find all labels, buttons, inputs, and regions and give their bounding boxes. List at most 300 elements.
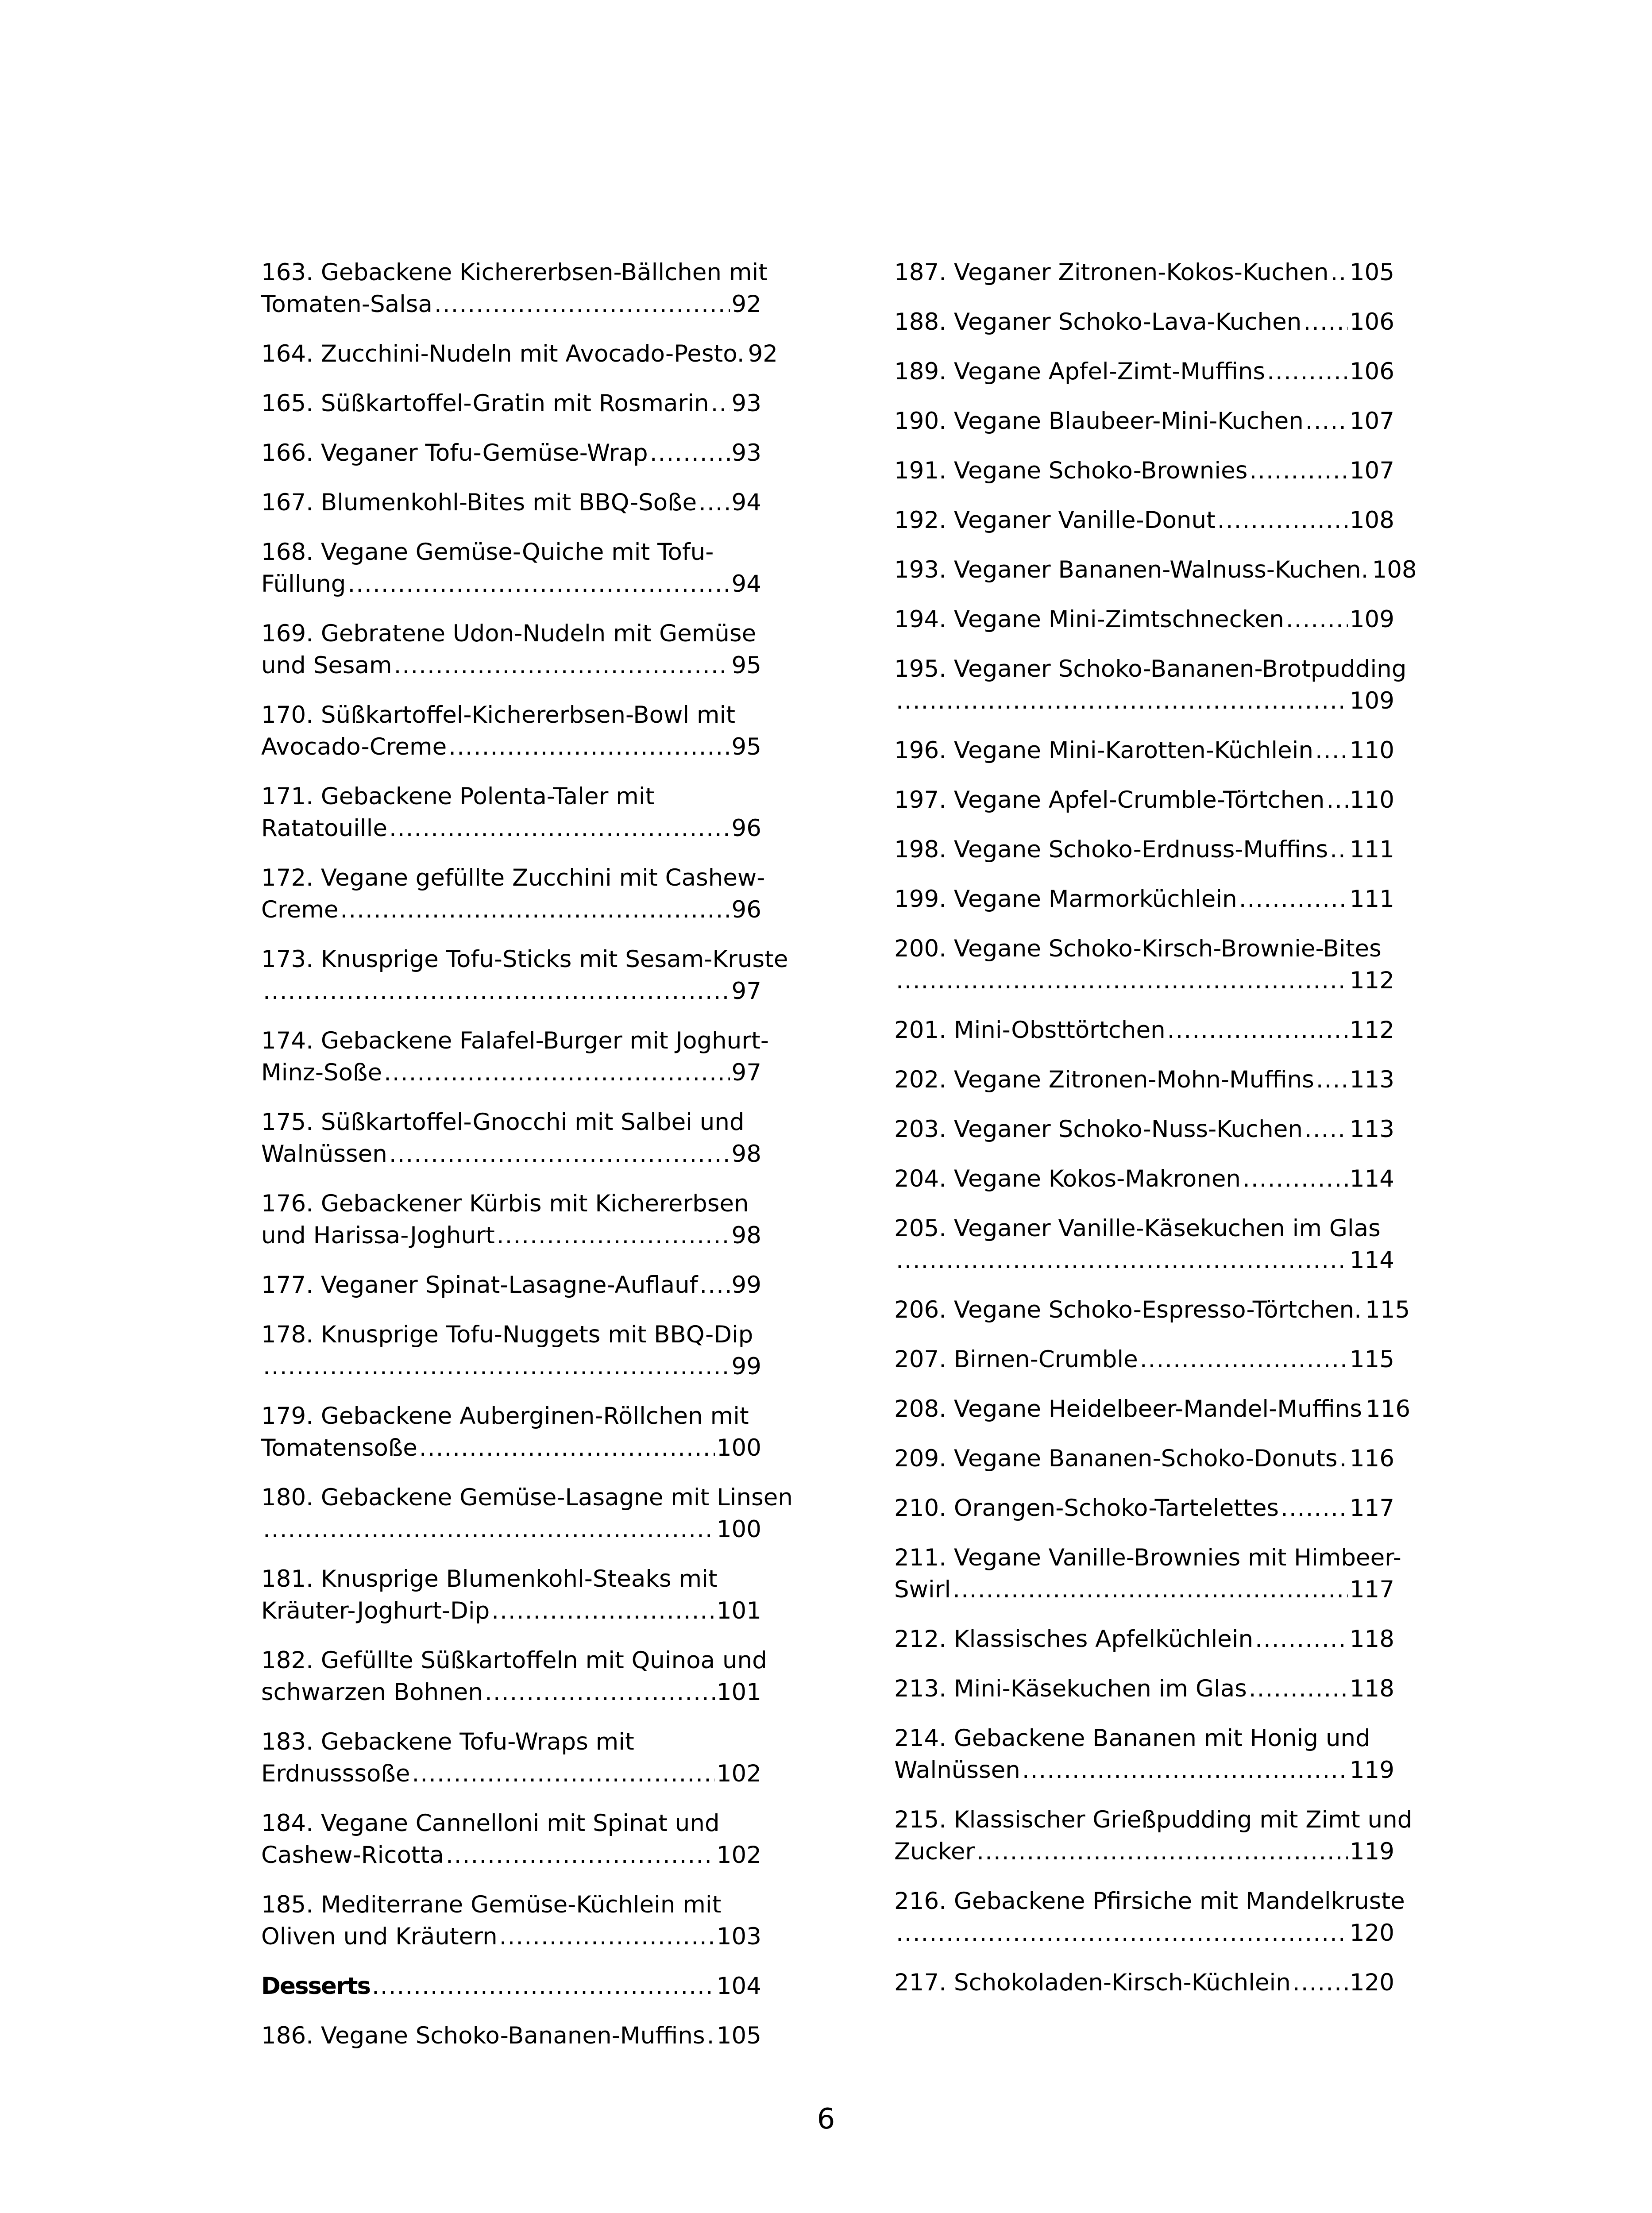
toc-entry xyxy=(261,257,768,320)
dot-leader xyxy=(699,1269,730,1301)
toc-entry-title: Ratatouille xyxy=(261,815,387,842)
toc-entry-title: 170. Süßkartoffel-Kichererbsen-Bowl mit xyxy=(261,702,736,729)
toc-entry xyxy=(261,1025,769,1089)
toc-page-number: 114 xyxy=(1349,1247,1394,1274)
dot-leader xyxy=(1281,1492,1348,1524)
dot-leader xyxy=(497,1220,730,1252)
toc-entry-last-line xyxy=(894,1294,1410,1326)
toc-entry xyxy=(261,862,765,926)
toc-entry-last-line xyxy=(261,1921,761,1953)
toc-entry xyxy=(894,604,1394,636)
toc-entry xyxy=(261,1400,761,1464)
toc-entry-last-line xyxy=(894,1114,1394,1145)
toc-entry xyxy=(261,487,761,519)
toc-entry-last-line xyxy=(261,1351,761,1383)
toc-page-number: 116 xyxy=(1349,1445,1394,1472)
toc-entry-last-line xyxy=(894,306,1394,338)
dot-leader xyxy=(340,894,730,926)
toc-entry-last-line xyxy=(894,257,1394,289)
toc-page-number: 119 xyxy=(1349,1757,1394,1784)
toc-entry-title-line xyxy=(261,1645,767,1677)
toc-page-number: 117 xyxy=(1349,1576,1394,1603)
toc-entry-last-line xyxy=(894,685,1394,717)
dot-leader xyxy=(263,1351,730,1383)
dot-leader xyxy=(485,1677,715,1708)
toc-entry-title: 165. Süßkartoffel-Gratin mit Rosmarin xyxy=(261,390,709,417)
toc-entry xyxy=(894,1492,1394,1524)
dot-leader xyxy=(1243,1163,1348,1195)
dot-leader xyxy=(896,685,1348,717)
toc-entry-title: Creme xyxy=(261,896,339,923)
toc-entry-last-line xyxy=(261,487,761,519)
toc-page-number: 120 xyxy=(1349,1920,1394,1947)
toc-entry-title: 181. Knusprige Blumenkohl-Steaks mit xyxy=(261,1565,718,1592)
page-number: 6 xyxy=(817,2103,835,2136)
toc-entry-title: 206. Vegane Schoko-Espresso-Törtchen. xyxy=(894,1296,1362,1323)
toc-entry-title: 188. Veganer Schoko-Lava-Kuchen xyxy=(894,308,1302,335)
dot-leader xyxy=(1326,784,1347,816)
toc-page-number: 95 xyxy=(731,652,761,679)
toc-entry-last-line xyxy=(261,1514,761,1546)
toc-page-number: 94 xyxy=(731,571,761,598)
toc-entry-title-line xyxy=(261,944,788,975)
toc-entry xyxy=(894,1443,1394,1475)
toc-page-number: 118 xyxy=(1349,1675,1394,1702)
toc-page-number: 100 xyxy=(716,1516,761,1543)
toc-entry xyxy=(894,1542,1401,1606)
toc-entry-last-line xyxy=(894,1754,1394,1786)
toc-entry xyxy=(894,883,1394,915)
toc-entry-title: 163. Gebackene Kichererbsen-Bällchen mit xyxy=(261,259,768,286)
toc-entry-title: 182. Gefüllte Süßkartoffeln mit Quinoa und xyxy=(261,1647,767,1674)
toc-page-number: 99 xyxy=(731,1353,761,1380)
toc-entry-last-line xyxy=(894,505,1394,536)
toc-page-number: 92 xyxy=(731,291,761,318)
toc-entry-title-line xyxy=(261,1188,761,1220)
toc-entry-title: 210. Orangen-Schoko-Tartelettes xyxy=(894,1495,1279,1522)
toc-page-number: 118 xyxy=(1349,1626,1394,1653)
toc-page-number: 97 xyxy=(731,1059,761,1086)
toc-entry xyxy=(894,257,1394,289)
toc-page-number: 107 xyxy=(1349,457,1394,484)
toc-entry-last-line xyxy=(261,975,761,1007)
toc-entry-last-line xyxy=(894,1574,1394,1606)
toc-entry-last-line xyxy=(894,1245,1394,1276)
toc-entry-last-line xyxy=(261,1758,761,1790)
toc-entry-title: 201. Mini-Obsttörtchen xyxy=(894,1017,1166,1044)
toc-page-number: 113 xyxy=(1349,1066,1394,1093)
toc-entry-title: 208. Vegane Heidelbeer-Mandel-Muffins xyxy=(894,1396,1362,1423)
toc-entry-title: Cashew-Ricotta xyxy=(261,1842,444,1869)
toc-entry-title-line xyxy=(261,536,761,568)
toc-entry-last-line xyxy=(894,356,1394,388)
toc-entry-title-line xyxy=(261,1563,761,1595)
toc-page-number: 112 xyxy=(1349,1017,1394,1044)
toc-page-number: 106 xyxy=(1349,358,1394,385)
toc-entry xyxy=(261,781,761,844)
toc-entry-title: 186. Vegane Schoko-Bananen-Muffins xyxy=(261,2022,705,2049)
toc-page-number: 108 xyxy=(1349,507,1394,534)
toc-entry-title: 189. Vegane Apfel-Zimt-Muffins xyxy=(894,358,1266,385)
toc-entry-title: Avocado-Creme xyxy=(261,733,447,760)
dot-leader xyxy=(896,965,1348,997)
toc-entry-title-line xyxy=(261,1482,793,1514)
toc-page-number: 104 xyxy=(716,1973,761,2000)
dot-leader xyxy=(1305,405,1348,437)
toc-entry-title: Minz-Soße xyxy=(261,1059,382,1086)
toc-entry-title-line xyxy=(261,781,761,813)
toc-entry xyxy=(894,1804,1413,1868)
toc-entry-last-line xyxy=(261,1595,761,1627)
toc-entry-title: 177. Veganer Spinat-Lasagne-Auflauf xyxy=(261,1272,698,1299)
toc-entry-last-line xyxy=(261,2020,761,2052)
toc-entry xyxy=(261,2020,761,2052)
toc-entry-title: 195. Veganer Schoko-Bananen-Brotpudding xyxy=(894,655,1407,682)
toc-entry xyxy=(261,618,761,682)
toc-entry-title: 198. Vegane Schoko-Erdnuss-Muffins xyxy=(894,836,1328,863)
toc-entry-last-line xyxy=(894,834,1394,866)
toc-entry-title: 192. Veganer Vanille-Donut xyxy=(894,507,1216,534)
toc-entry-last-line xyxy=(261,813,761,844)
toc-entry xyxy=(894,1294,1410,1326)
toc-page-number: 105 xyxy=(716,2022,761,2049)
toc-entry-last-line xyxy=(894,784,1394,816)
toc-page-number: 99 xyxy=(731,1272,761,1299)
toc-entry-last-line xyxy=(261,289,761,320)
toc-entry-title: Walnüssen xyxy=(261,1141,387,1168)
toc-entry-title: 174. Gebackene Falafel-Burger mit Joghurt- xyxy=(261,1027,769,1054)
toc-entry xyxy=(894,1064,1394,1096)
dot-leader xyxy=(1239,883,1348,915)
toc-page-number: 113 xyxy=(1349,1116,1394,1143)
dot-leader xyxy=(412,1758,714,1790)
toc-page-number: 97 xyxy=(731,978,761,1005)
toc-left-column xyxy=(261,257,793,2070)
toc-entry-title: 176. Gebackener Kürbis mit Kichererbsen xyxy=(261,1190,749,1217)
toc-entry-last-line xyxy=(261,1970,761,2002)
toc-page-number: 94 xyxy=(731,489,761,516)
toc-entry xyxy=(894,735,1394,767)
toc-entry-title-line xyxy=(261,1106,761,1138)
toc-entry-title: und Harissa-Joghurt xyxy=(261,1222,495,1249)
toc-page-number: 102 xyxy=(716,1760,761,1787)
toc-entry-title-line xyxy=(894,1213,1394,1245)
dot-leader xyxy=(1022,1754,1348,1786)
toc-entry xyxy=(261,1482,793,1546)
dot-leader xyxy=(499,1921,715,1953)
toc-page-number: 119 xyxy=(1349,1838,1394,1865)
dot-leader xyxy=(1339,1443,1348,1475)
toc-page-number: 95 xyxy=(731,733,761,760)
dot-leader xyxy=(491,1595,715,1627)
toc-page-number: 116 xyxy=(1365,1396,1411,1423)
toc-entry-title: 171. Gebackene Polenta-Taler mit xyxy=(261,783,655,810)
dot-leader xyxy=(448,731,730,763)
toc-entry-title: 178. Knusprige Tofu-Nuggets mit BBQ-Dip xyxy=(261,1321,753,1348)
toc-entry-title-line xyxy=(894,933,1394,965)
toc-entry xyxy=(894,405,1394,437)
toc-entry-title: 216. Gebackene Pfirsiche mit Mandelkruste xyxy=(894,1888,1405,1915)
toc-entry xyxy=(261,1970,761,2002)
toc-entry-title: Walnüssen xyxy=(894,1757,1020,1784)
toc-entry-title: 202. Vegane Zitronen-Mohn-Muffins xyxy=(894,1066,1314,1093)
toc-entry-title: 203. Veganer Schoko-Nuss-Kuchen xyxy=(894,1116,1303,1143)
toc-entry xyxy=(894,306,1394,338)
toc-entry-last-line xyxy=(894,735,1394,767)
dot-leader xyxy=(372,1970,715,2002)
toc-entry-title: 184. Vegane Cannelloni mit Spinat und xyxy=(261,1810,720,1837)
dot-leader xyxy=(1167,1014,1348,1046)
toc-entry xyxy=(894,1967,1394,1999)
dot-leader xyxy=(650,437,730,469)
toc-entry-last-line xyxy=(261,1138,761,1170)
toc-entry-title: 180. Gebackene Gemüse-Lasagne mit Linsen xyxy=(261,1484,793,1511)
toc-entry xyxy=(261,536,761,600)
toc-entry-last-line xyxy=(894,1443,1394,1475)
toc-page-number: 98 xyxy=(731,1222,761,1249)
toc-entry xyxy=(261,1563,761,1627)
toc-entry-last-line xyxy=(894,1492,1394,1524)
toc-entry-last-line xyxy=(894,1673,1394,1705)
toc-page-number: 102 xyxy=(716,1842,761,1869)
toc-page-number: 110 xyxy=(1349,787,1394,813)
dot-leader xyxy=(1267,356,1348,388)
toc-entry-title: Tomaten-Salsa xyxy=(261,291,432,318)
toc-entry xyxy=(894,834,1394,866)
dot-leader xyxy=(384,1057,730,1089)
toc-entry-title: 217. Schokoladen-Kirsch-Küchlein xyxy=(894,1969,1291,1996)
dot-leader xyxy=(389,1138,730,1170)
toc-entry-title: 164. Zucchini-Nudeln mit Avocado-Pesto. xyxy=(261,340,745,367)
toc-entry-title: Tomatensoße xyxy=(261,1434,417,1461)
toc-entry-title-line xyxy=(261,1808,761,1839)
toc-page-number: 106 xyxy=(1349,308,1394,335)
dot-leader xyxy=(1293,1967,1348,1999)
toc-page-number: 101 xyxy=(716,1679,761,1706)
toc-page-number: 109 xyxy=(1349,606,1394,633)
dot-leader xyxy=(1249,455,1348,487)
dot-leader xyxy=(699,487,730,519)
toc-entry xyxy=(261,1645,767,1708)
toc-entry-title-line xyxy=(261,618,761,650)
toc-page-number: 100 xyxy=(716,1434,761,1461)
toc-entry-last-line xyxy=(894,1064,1394,1096)
toc-entry-title: 173. Knusprige Tofu-Sticks mit Sesam-Kruste xyxy=(261,946,788,973)
toc-entry-title: 179. Gebackene Auberginen-Röllchen mit xyxy=(261,1403,749,1430)
toc-page-number: 96 xyxy=(731,815,761,842)
toc-entry-title: 166. Veganer Tofu-Gemüse-Wrap xyxy=(261,440,648,467)
dot-leader xyxy=(1249,1673,1348,1705)
toc-page-number: 101 xyxy=(716,1597,761,1624)
toc-entry-title-line xyxy=(261,862,765,894)
toc-entry-title: 194. Vegane Mini-Zimtschnecken xyxy=(894,606,1284,633)
toc-entry-title: 211. Vegane Vanille-Brownies mit Himbeer- xyxy=(894,1544,1401,1571)
toc-entry xyxy=(261,1106,761,1170)
toc-entry-title: und Sesam xyxy=(261,652,392,679)
toc-entry-last-line xyxy=(261,1432,761,1464)
dot-leader xyxy=(1330,834,1348,866)
toc-entry-last-line xyxy=(261,1269,761,1301)
toc-entry xyxy=(261,437,761,469)
toc-entry-title: schwarzen Bohnen xyxy=(261,1679,483,1706)
toc-entry xyxy=(894,1393,1411,1425)
toc-entry-title-line xyxy=(894,1542,1401,1574)
toc-page-number: 115 xyxy=(1365,1296,1410,1323)
toc-entry-title: Kräuter-Joghurt-Dip xyxy=(261,1597,490,1624)
toc-entry xyxy=(261,388,761,420)
toc-entry xyxy=(261,1808,761,1871)
toc-entry-last-line xyxy=(261,650,761,682)
dot-leader xyxy=(711,388,730,420)
toc-entry-title: Erdnusssoße xyxy=(261,1760,410,1787)
toc-entry xyxy=(894,1163,1394,1195)
toc-entry-title: 209. Vegane Bananen-Schoko-Donuts xyxy=(894,1445,1338,1472)
dot-leader xyxy=(1140,1344,1348,1376)
toc-entry xyxy=(894,1014,1394,1046)
toc-entry xyxy=(894,653,1407,717)
toc-entry-last-line xyxy=(894,1836,1394,1868)
dot-leader xyxy=(446,1839,715,1871)
toc-entry xyxy=(261,1269,761,1301)
dot-leader xyxy=(1303,306,1348,338)
toc-entry-title-line xyxy=(894,653,1407,685)
dot-leader xyxy=(1217,505,1348,536)
dot-leader xyxy=(263,975,730,1007)
toc-entry xyxy=(894,554,1417,586)
dot-leader xyxy=(953,1574,1348,1606)
toc-entry-title-line xyxy=(894,1723,1394,1754)
toc-entry-last-line xyxy=(261,731,761,763)
toc-entry-title: 215. Klassischer Grießpudding mit Zimt und xyxy=(894,1806,1413,1833)
toc-entry-last-line xyxy=(261,1839,761,1871)
toc-entry-last-line xyxy=(894,965,1394,997)
toc-entry-title: 214. Gebackene Bananen mit Honig und xyxy=(894,1725,1370,1752)
toc-entry-last-line xyxy=(261,894,761,926)
toc-entry-title: 204. Vegane Kokos-Makronen xyxy=(894,1165,1241,1192)
toc-entry-title-line xyxy=(894,1885,1405,1917)
toc-entry xyxy=(894,356,1394,388)
toc-entry xyxy=(261,699,761,763)
toc-entry-last-line xyxy=(261,1677,761,1708)
toc-entry-title: Oliven und Kräutern xyxy=(261,1923,498,1950)
dot-leader xyxy=(1286,604,1348,636)
toc-page-number: 109 xyxy=(1349,687,1394,714)
toc-entry-title: 190. Vegane Blaubeer-Mini-Kuchen xyxy=(894,408,1304,435)
toc-entry-title: 172. Vegane gefüllte Zucchini mit Cashew- xyxy=(261,864,765,891)
dot-leader xyxy=(347,568,730,600)
dot-leader xyxy=(389,813,730,844)
toc-page-number: 96 xyxy=(731,896,761,923)
toc-entry-last-line xyxy=(894,604,1394,636)
toc-entry-title-line xyxy=(261,1319,761,1351)
toc-entry-title: 168. Vegane Gemüse-Quiche mit Tofu- xyxy=(261,539,714,566)
dot-leader xyxy=(263,1514,715,1546)
toc-entry-last-line xyxy=(261,437,761,469)
section-heading: Desserts xyxy=(261,1973,370,2000)
toc-entry xyxy=(261,338,778,370)
toc-entry xyxy=(261,1319,761,1383)
toc-page-number: 105 xyxy=(1349,259,1394,286)
toc-entry-title: 199. Vegane Marmorküchlein xyxy=(894,886,1237,913)
toc-entry-title: 175. Süßkartoffel-Gnocchi mit Salbei und xyxy=(261,1109,745,1136)
dot-leader xyxy=(1255,1623,1348,1655)
toc-entry xyxy=(894,1885,1405,1949)
toc-right-column xyxy=(894,257,1417,2016)
toc-entry-title: 193. Veganer Bananen-Walnuss-Kuchen. xyxy=(894,556,1369,583)
toc-entry xyxy=(894,1673,1394,1705)
toc-page-number: 117 xyxy=(1349,1495,1394,1522)
toc-entry-title: 200. Vegane Schoko-Kirsch-Brownie-Bites xyxy=(894,935,1382,962)
toc-entry xyxy=(894,933,1394,997)
toc-page-number: 92 xyxy=(748,340,778,367)
toc-entry-last-line xyxy=(894,405,1394,437)
toc-page-number: 112 xyxy=(1349,967,1394,994)
dot-leader xyxy=(434,289,730,320)
toc-entry xyxy=(894,1344,1394,1376)
toc-page-number: 107 xyxy=(1349,408,1394,435)
toc-entry xyxy=(261,1726,761,1790)
toc-entry-title-line xyxy=(894,1804,1413,1836)
toc-entry xyxy=(261,1889,761,1953)
toc-entry xyxy=(261,1188,761,1252)
toc-entry-title-line xyxy=(261,1400,761,1432)
toc-entry-last-line xyxy=(894,1344,1394,1376)
dot-leader xyxy=(896,1245,1348,1276)
toc-entry xyxy=(894,1623,1394,1655)
toc-entry-title-line xyxy=(261,699,761,731)
toc-entry xyxy=(894,1114,1394,1145)
dot-leader xyxy=(394,650,730,682)
toc-page-number: 93 xyxy=(731,390,761,417)
toc-entry xyxy=(261,944,788,1007)
toc-entry-title-line xyxy=(261,257,768,289)
toc-entry-last-line xyxy=(894,883,1394,915)
dot-leader xyxy=(896,1917,1348,1949)
toc-entry-title: 207. Birnen-Crumble xyxy=(894,1346,1138,1373)
toc-page-number: 111 xyxy=(1349,836,1394,863)
toc-entry-last-line xyxy=(261,1220,761,1252)
toc-entry-title: Füllung xyxy=(261,571,346,598)
toc-page-number: 93 xyxy=(731,440,761,467)
toc-page-number: 111 xyxy=(1349,886,1394,913)
dot-leader xyxy=(1316,1064,1348,1096)
dot-leader xyxy=(977,1836,1348,1868)
toc-entry-title: 191. Vegane Schoko-Brownies xyxy=(894,457,1248,484)
toc-entry-title: 187. Veganer Zitronen-Kokos-Kuchen xyxy=(894,259,1329,286)
dot-leader xyxy=(1305,1114,1348,1145)
toc-entry-title: 212. Klassisches Apfelküchlein xyxy=(894,1626,1254,1653)
toc-page-number: 114 xyxy=(1349,1165,1394,1192)
toc-entry-title-line xyxy=(261,1889,761,1921)
toc-page-number: 115 xyxy=(1349,1346,1394,1373)
toc-entry-last-line xyxy=(894,1623,1394,1655)
toc-entry-title: 205. Veganer Vanille-Käsekuchen im Glas xyxy=(894,1215,1381,1242)
toc-entry-title: 183. Gebackene Tofu-Wraps mit xyxy=(261,1728,634,1755)
toc-entry-last-line xyxy=(261,1057,761,1089)
toc-entry-last-line xyxy=(894,1917,1394,1949)
toc-entry-last-line xyxy=(894,1014,1394,1046)
toc-entry-title: 167. Blumenkohl-Bites mit BBQ-Soße xyxy=(261,489,697,516)
toc-entry-title: Zucker xyxy=(894,1838,975,1865)
toc-entry-last-line xyxy=(261,388,761,420)
toc-entry-title: 185. Mediterrane Gemüse-Küchlein mit xyxy=(261,1891,722,1918)
toc-entry-title: 197. Vegane Apfel-Crumble-Törtchen xyxy=(894,787,1325,813)
toc-entry xyxy=(894,455,1394,487)
toc-entry-title-line xyxy=(261,1025,769,1057)
toc-entry-title: 169. Gebratene Udon-Nudeln mit Gemüse xyxy=(261,620,757,647)
dot-leader xyxy=(419,1432,715,1464)
toc-entry xyxy=(894,1213,1394,1276)
